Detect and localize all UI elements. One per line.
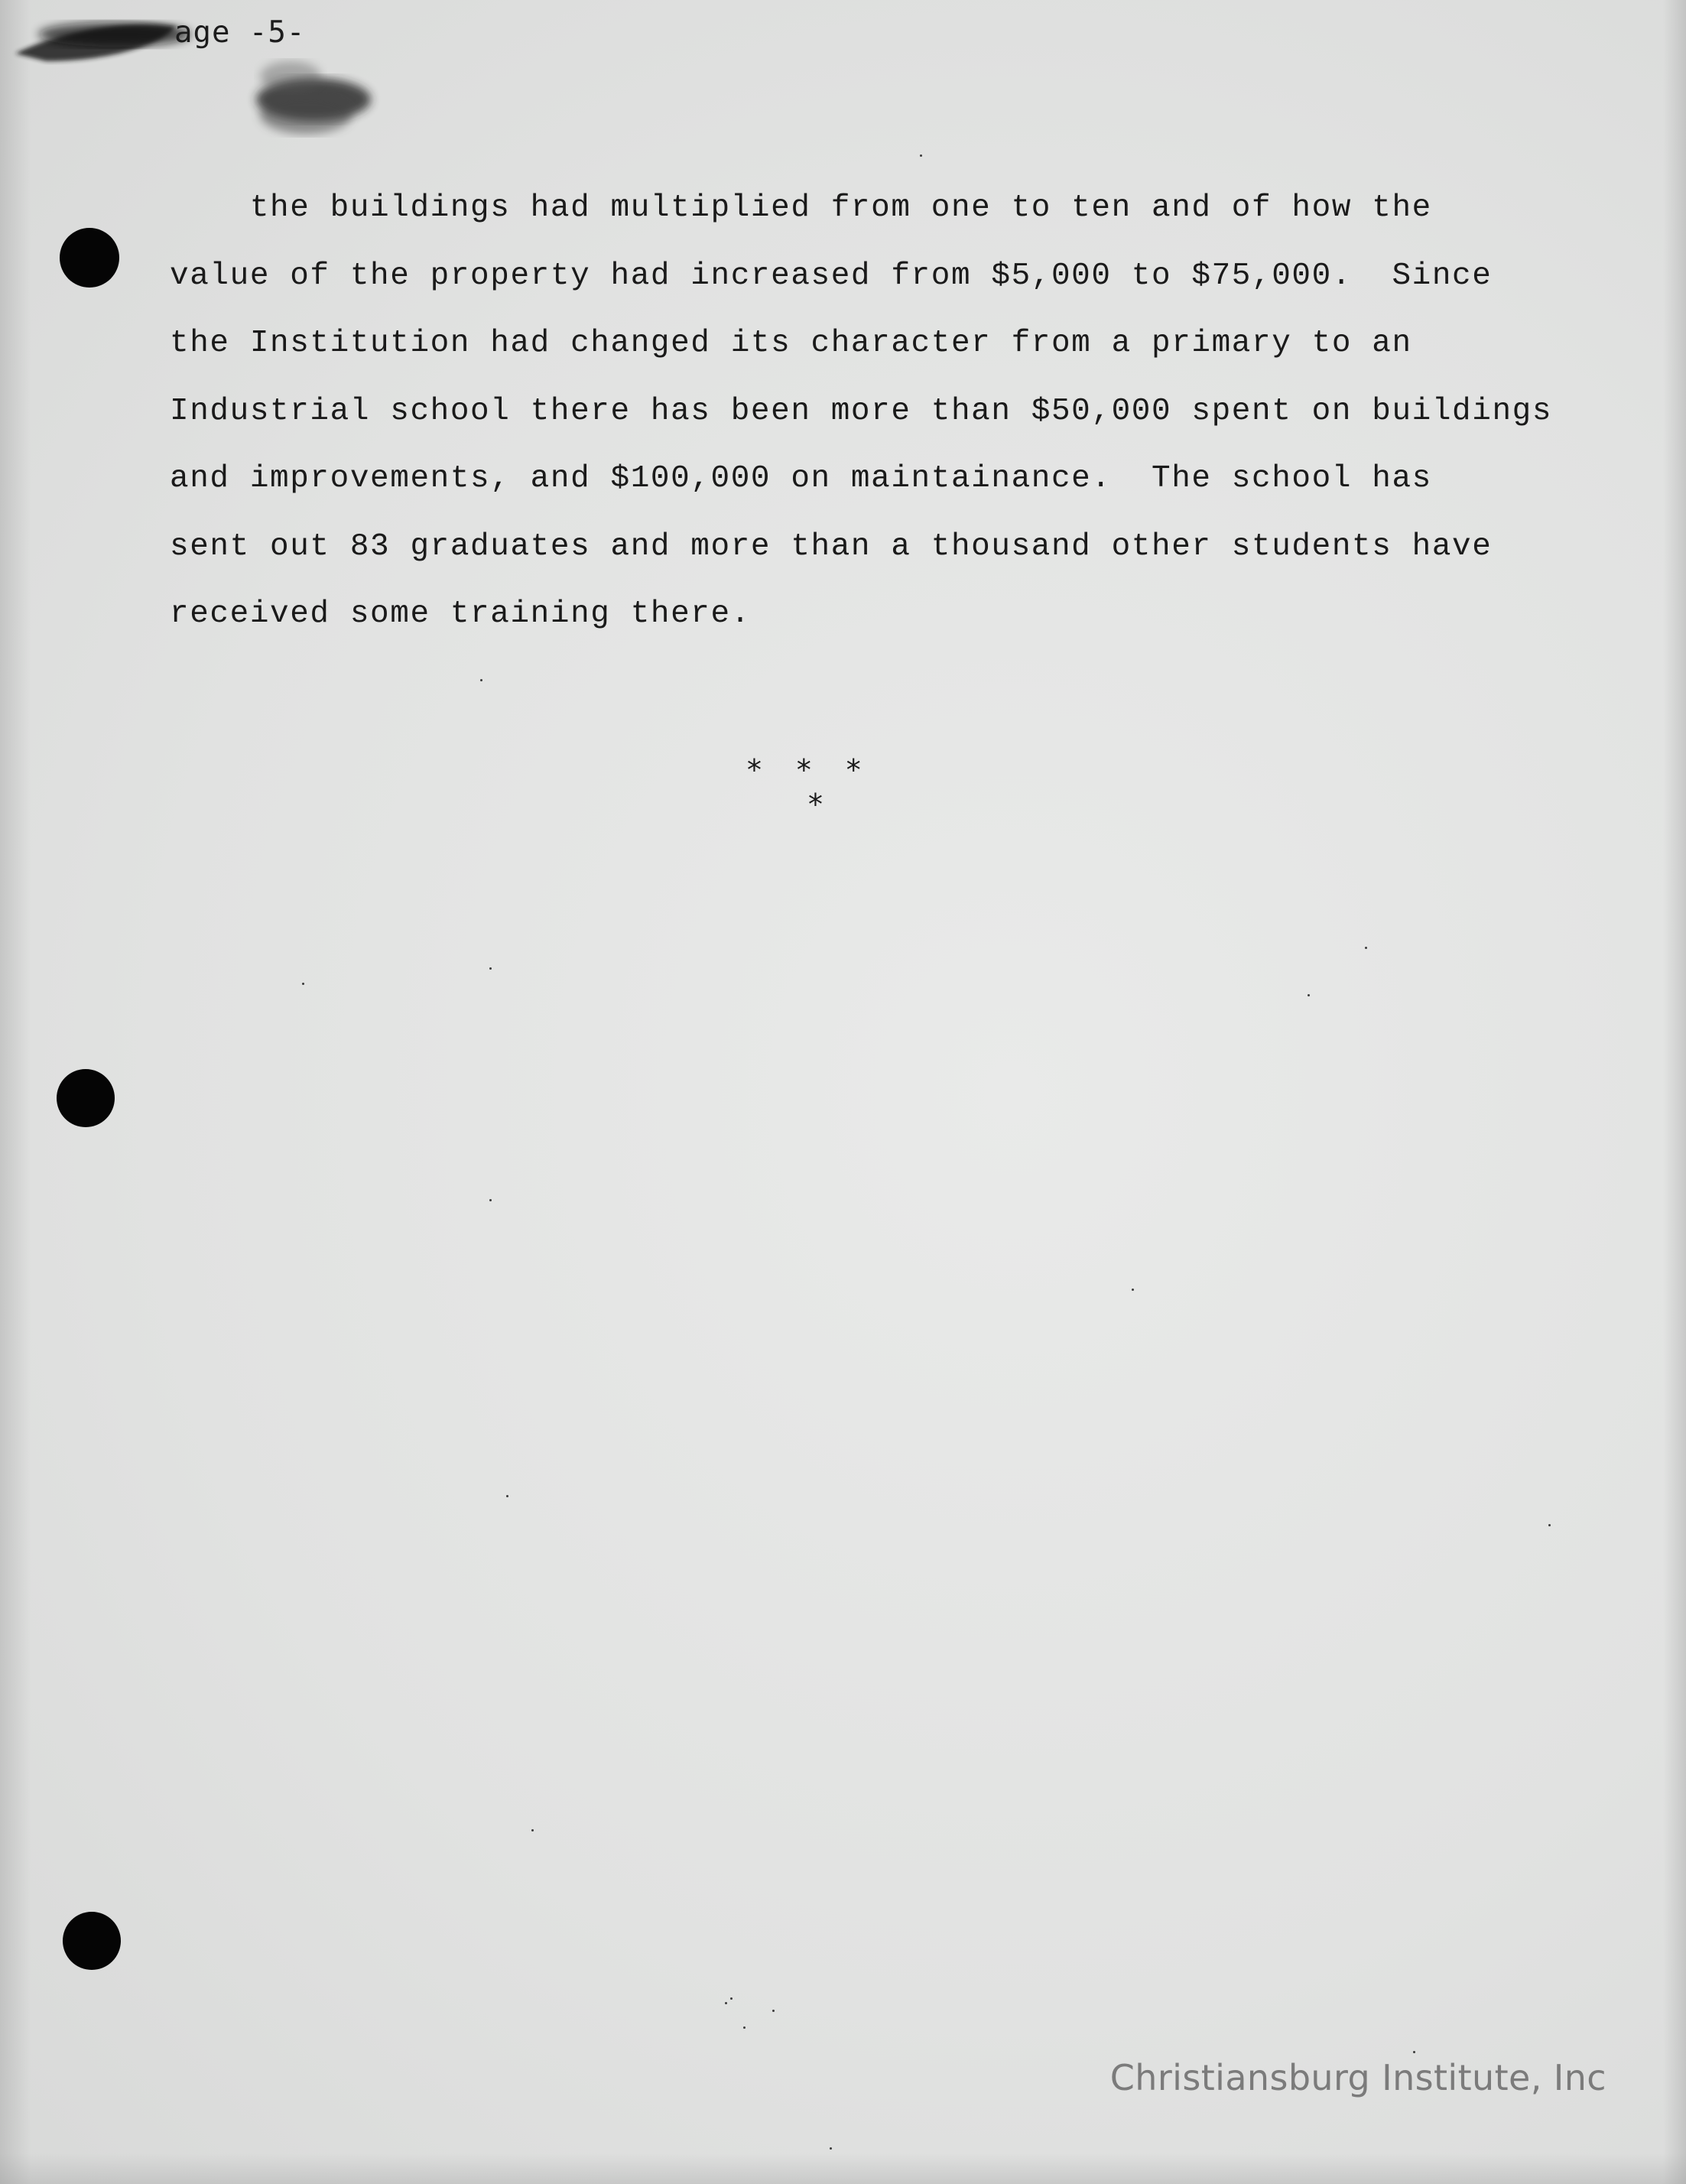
paper-speck <box>1548 1524 1551 1526</box>
paper-speck <box>506 1495 508 1497</box>
punch-hole <box>60 228 119 288</box>
paragraph-line: and improvements, and $100,000 on maintainance. The school has <box>170 461 1432 496</box>
archive-watermark: Christiansburg Institute, Inc <box>1109 2057 1606 2098</box>
page-number-header: age -5- <box>174 15 306 50</box>
paper-speck <box>743 2026 746 2029</box>
scan-edge-right <box>1663 0 1686 2184</box>
paper-speck <box>480 679 482 681</box>
paragraph-line: sent out 83 graduates and more than a thousand other students have <box>170 528 1493 564</box>
section-separator-bottom: * <box>807 788 824 821</box>
paper-speck <box>489 1199 492 1201</box>
scan-edge-bottom <box>0 2153 1686 2184</box>
paper-speck <box>1308 994 1310 996</box>
paper-speck <box>830 2147 832 2150</box>
paragraph-line: value of the property had increased from $5,000 to $75,000. Since <box>170 258 1493 294</box>
paper-speck <box>1365 947 1367 949</box>
punch-hole <box>63 1912 121 1970</box>
paper-speck <box>489 967 492 970</box>
paragraph-line: the Institution had changed its character from a primary to an <box>170 326 1412 361</box>
scan-edge-left <box>0 0 31 2184</box>
paper-speck <box>302 983 304 985</box>
paper-speck <box>730 1997 733 2000</box>
section-separator-top: *** <box>746 753 895 787</box>
paper-speck <box>920 154 922 157</box>
paragraph-line: the buildings had multiplied from one to ten and of how the <box>170 190 1432 226</box>
paper-speck <box>1132 1289 1134 1291</box>
paper-speck <box>531 1829 534 1831</box>
paper-speck <box>725 2002 727 2004</box>
paragraph-line: Industrial school there has been more than $50,000 spent on buildings <box>170 393 1553 429</box>
paper-speck <box>1413 2051 1415 2053</box>
punch-hole <box>57 1069 115 1127</box>
paper-speck <box>772 2010 775 2012</box>
body-paragraph <box>170 174 1552 648</box>
paragraph-line: received some training there. <box>170 596 751 632</box>
